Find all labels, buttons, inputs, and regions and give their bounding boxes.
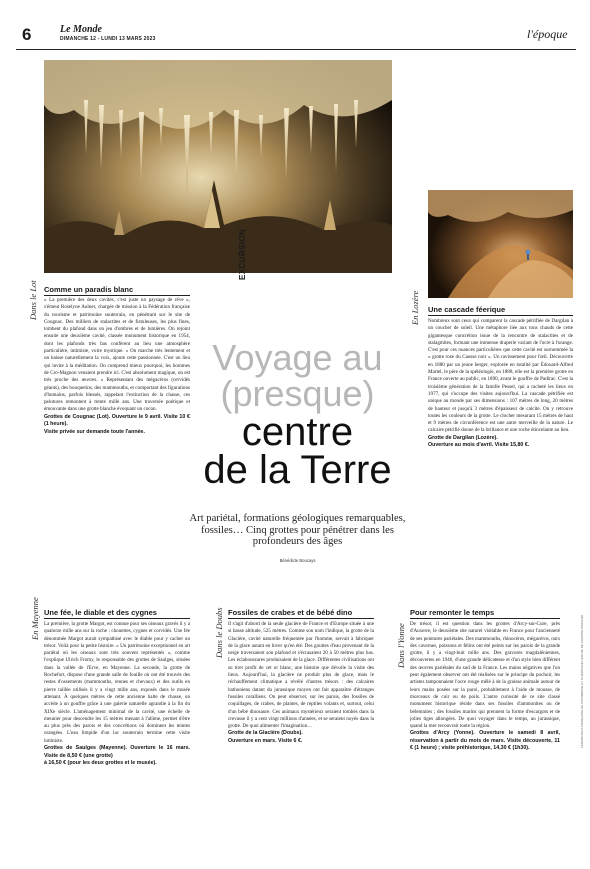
place-label-lot: Dans le Lot (28, 280, 38, 320)
newspaper-logo: Le Monde (60, 24, 102, 35)
article-doubs-text: Il s'agit d'abord de la seule glacière de France et d'Europe située à une si basse altitude, 525 mètres. Comme son nom l'indique, la grotte de la Glacière, cavité naturelle fréquentée par l'homme, servait à fabriquer de la glace autant en hiver qu'en été. Des gouttes d'eau provenant de la neige traversaient son plafond et s'écrasaient 20 à 50 mètres plus bas. Les éclaboussures produisaient de la glace. Différentes civilisations ont su tirer profit de cet or blanc, une histoire que dévoile la visite des lieux. Aujourd'hui, la glacière ne produit plus de glace, mais le réchauffement climatique a révélé d'autres trésors : des calcaires bathoniens datant du jurassique moyen ont fait apparaître d'étranges fossiles coralliens. On peut observer, sur les parois, des fossiles de coquillages, de crabes, de plantes, de reptiles volants et, surtout, celui d'un bébé dinosaure. Ces animaux mystérieux seraient tombés dans la crevasse il y a cent vingt millions d'années, et se seraient noyés dans la grotte. De quoi alimenter l'imagination… (228, 621, 374, 730)
issue-date: DIMANCHE 12 - LUNDI 13 MARS 2023 (60, 36, 156, 42)
heading-lozere: Une cascade féerique (428, 305, 506, 314)
subtitle: Art pariétal, formations géologiques remarquables, fossiles… Cinq grottes pour pénétrer dans les profondeurs des âges (189, 513, 406, 547)
title-line-2: (presque) (220, 373, 375, 414)
rule-lozere (428, 315, 573, 316)
page-number: 6 (22, 25, 32, 44)
article-lot-info-2: Visite privée sur demande toute l'année. (44, 428, 145, 435)
article-doubs-body (228, 621, 374, 859)
heading-doubs: Fossiles de crabes et de bébé dino (228, 608, 353, 617)
place-label-lozere: En Lozère (410, 290, 420, 325)
article-lot-text: « La première des deux cavités, c'est juste un paysage de rêve », s'émeut Roselyne Aulner, chargée de mission à la Fédération française du tourisme et patrimoine souterrain, en pénétrant sur le site de Cougnac. Des milliers de stalactites et de fistuleuses, les plus fines, tombent du plafond dans un jeu d'ombres et de lumières. On rejoint ensuite une deuxième cavité, classée monument historique en 1954, dont les plafonds très bas confèrent au lieu une atmosphère particulière, intimiste, voire mystique. « On marche très lentement et on baisse naturellement la voix, ajoute cette passionnée. C'est un lieu qui invite à la méditation. On comprend mieux pourquoi, les hommes de Cro-Magnon venaient prendre ici. C'est absolument magique, on est très proche des œuvres. » Représentant des mégacéros (cervidés géants), des bouquetins, des mammouths, et comportant des figurations d'humains, parfois blessés, rappelant l'extinction de la chasse, ces peintures remontent à trente mille ans. Une traversée poétique et émouvante dans une grotte blanche évoquant un cocon. (44, 297, 190, 413)
article-doubs-info-1: Grotte de la Glacière (Doubs). (228, 730, 303, 737)
photo-credit: FEDEROTECA FRANÇAISE DE PATRIMOINE ET D'HÉRITAGE CENTRE DE PHILIPPE PSICHARI (580, 614, 584, 748)
rule-mayenne (44, 618, 190, 619)
article-mayenne-info-2: à 16,50 € (pour les deux grottes et le musée). (44, 760, 157, 767)
article-lozere-info-2: Ouverture au mois d'avril. Visite 15,80 €. (428, 442, 530, 449)
kicker: EXCURSION (238, 228, 247, 280)
article-mayenne-body (44, 621, 190, 859)
article-yonne-info-1: Grottes d'Arcy (Yonne). Ouverture le samedi 8 avril, réservation à partir du mois de mars. Visite découverte, 11 € (1 heure) ; visite préhistorique, 14,30 € (1h30). (410, 730, 560, 752)
heading-mayenne: Une fée, le diable et des cygnes (44, 608, 157, 617)
article-yonne-body (410, 621, 560, 859)
article-lozere-info-1: Grotte de Dargilan (Lozère). (428, 434, 498, 441)
heading-yonne: Pour remonter le temps (410, 608, 495, 617)
title-line-4: de la Terre (203, 448, 392, 492)
rule-yonne (410, 618, 560, 619)
rule-lot (44, 295, 190, 296)
article-lot-info-1: Grottes de Cougnac (Lot). Ouverture le 9 avril. Visite 10 € (1 heure). (44, 413, 190, 428)
article-lozere-body (428, 318, 573, 573)
rule-doubs (228, 618, 374, 619)
cave-photo-cougnac (44, 60, 392, 273)
header-rule (16, 49, 576, 50)
place-label-yonne: Dans l'Yonne (396, 623, 406, 668)
place-label-mayenne: En Mayenne (30, 597, 40, 640)
article-yonne-text: De trésor, il est question dans les grottes d'Arcy-sur-Cure, près d'Auxerre, le deuxième site naturel visitable en France pour l'ancienneté de ses peintures pariétales. Des mammouths, rhinocéros, mégacéros, ours des cavernes, poissons et félins ont été peints sur les parois de la grande grotte, il y a vingt-huit mille ans. Des gravures magdaléniennes, découvertes en 1946, d'une grande délicatesse et d'un style bien différent des œuvres pariétales du sud de la France. Les mains négatives que l'on peut également observer ont été réalisées sur le principe du pochoir, les artistes tamponnaient l'ocre rouge mêlé à de la graisse animale autour de leurs mains posées sur la paroi, probablement à l'aide de mousse, de morceaux de cuir ou de poils. L'autre curiosité de ce site classé monument historique réside dans ses fossiles d'ammonites ou de bélemnites ; des fossiles marins qui prennent la forme d'escargots et de jolies tiges allongées. De quoi voyager dans le temps, au jurassique, quand la mer recouvrait toute la région. (410, 621, 560, 730)
article-doubs-info-2: Ouverture en mars. Visite 6 €. (228, 737, 303, 744)
byline: Bénédicte Boucays (279, 558, 316, 563)
cave-photo-dargilan (428, 190, 573, 298)
place-label-doubs: Dans le Doubs (214, 607, 224, 658)
section-name: l'époque (527, 27, 568, 41)
article-lozere-text: Nombreux sont ceux qui comparent la cascade pétrifiée de Dargilan à un coucher de soleil. Une métaphore liée aux tons chauds de cette gigantesque concrétion issue de la rencontre de stalactites et de stalagmites, formant une immense draperie variant de l'ocre à l'orange. C'est pour ces nuances particulières que cette cavité est surnommée la « grotte rose du Causse noir ». Un ravissement pour l'œil. Découverte en 1880 par un jeune berger, explorée en totalité par Édouard-Alfred Martel, le père de la spéléologie, en 1888, elle est la première grotte en France ouverte au public, en 1890, avant le gouffre de Padirac. C'est la troisième génération de la famille Pessel, qui a racheté les lieux en 1977, qui s'occupe des visites aujourd'hui. La cascade pétrifiée est unique au monde par ses dimensions : 107 mètres de long, 20 mètres de hauteur et jusqu'à 3 mètres d'épaisseur de calcite. On y retrouve toutes les couleurs de la grotte. Le clocher mesurant 15 mètres de haut et 9 mètres de circonférence est une autre merveille de la nature. Le calcaire pétrifié donne de la brillance et une roche étincelante au lieu. (428, 318, 573, 434)
title-line-1: Voyage au (212, 337, 383, 378)
title-line-3: centre (241, 410, 354, 454)
article-mayenne-info-1: Grottes de Saulges (Mayenne). Ouverture le 16 mars. Visite de 8,50 € (une grotte) (44, 745, 190, 759)
heading-lot: Comme un paradis blanc (44, 285, 134, 294)
article-lot-body (44, 297, 190, 573)
article-mayenne-text: La première, la grotte Margot, est connue pour ses oiseaux gravés il y a quatorze mille ans sur la roche : chouettes, cygnes et corvidés. Une fée dénommée Margot aurait sympathisé avec le diable pour y cacher un trésor. Voilà pour la petite histoire. « Un patrimoine exceptionnel en art pariétal où les oiseaux sont très souvent représentés », comme l'explique Ulrich Fromy, le responsable des grottes de Saulges, situées dans la vallée de l'Erve, en Mayenne. La seconde, la grotte de Rochefort, dispose d'une grande salle de fouille où ont été trouvés des restes d'ossements (mammouths, rennes et chevaux) et des outils en pierre taillée utilisés il y a vingt mille ans, exposés dans le musée attenant. À quelques mètres de cette ancienne halte de chasse, on accède à un gouffre grâce à une galerie naturelle agrandie à la fin du XIXe siècle. L'aménagement minimal de la cavité, une échelle de meunier pour descendre les 15 mètres menant à l'abîme, permet d'être au plus près des parois et des concrétions où dominent les teintes orangées. L'eau limpide d'un lac souterrain termine cette visite intimiste. (44, 621, 190, 744)
